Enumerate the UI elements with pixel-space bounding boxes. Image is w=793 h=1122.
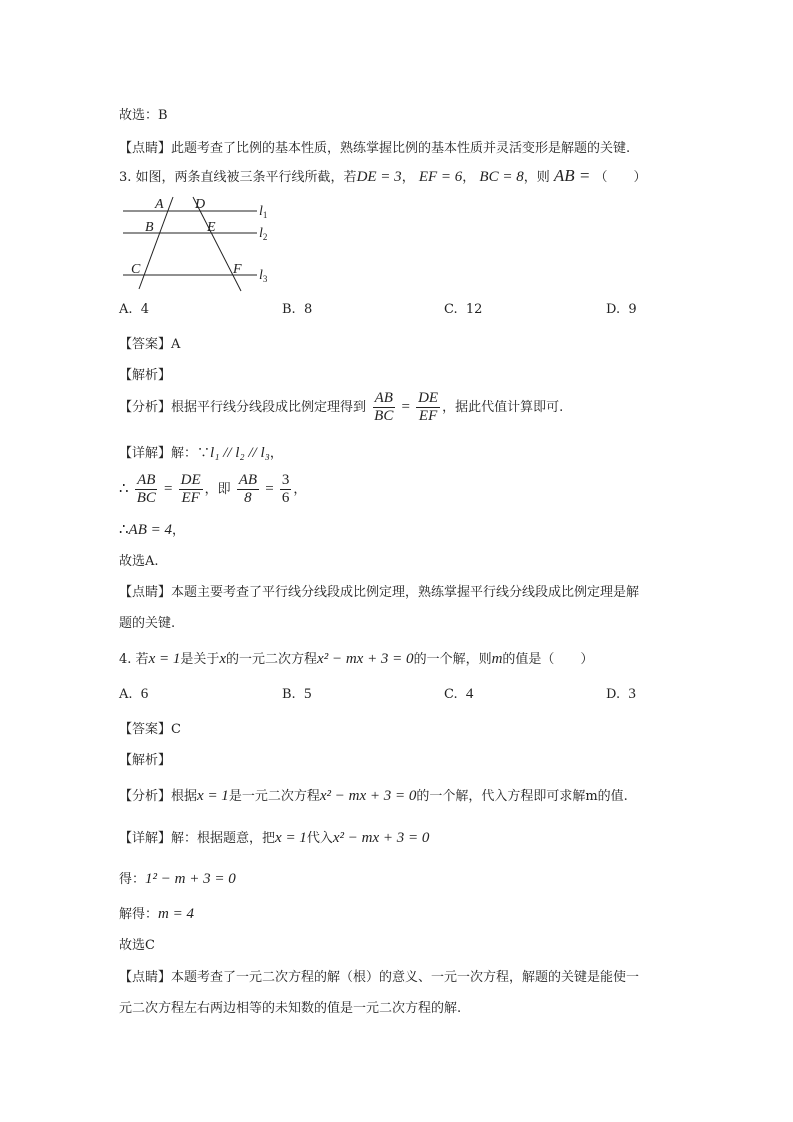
choose-line: 故选C [119, 938, 155, 953]
option-c[interactable]: C. 4 [444, 686, 474, 702]
option-d[interactable]: D. 3 [606, 686, 636, 702]
option-d[interactable]: D. 9 [606, 302, 637, 317]
point-label: E [207, 220, 216, 235]
point-label: C [131, 262, 141, 277]
fenxi-line: 【分析】根据x = 1是一元二次方程x² − mx + 3 = 0的一个解，代入方程即可求解m的值. [119, 788, 628, 804]
condition-bc: BC = 8 [479, 169, 524, 185]
comment-tag: 【点睛】 [119, 141, 172, 156]
step-line: ∴ $\frac{AB}{BC}$ = $\frac{DE}{EF}$ ，即 $\frac{AB}{8}$ = $\frac{3}{6}$ ， [119, 472, 307, 506]
choose-line: 故选A. [119, 554, 159, 569]
question-number: 3. [119, 170, 132, 185]
question-3-stem: 3. 如图，两条直线被三条平行线所截，若DE = 3， EF = 6， BC = 8，则 AB = （ ） [119, 166, 647, 185]
line-label: $l_1$ [259, 204, 268, 220]
option-b[interactable]: B. 8 [282, 302, 313, 317]
comment-line-2: 元二次方程左右两边相等的未知数的值是一元二次方程的解. [119, 1001, 462, 1016]
comment-line-2: 题的关键. [119, 616, 176, 631]
detail-line: 【详解】解：根据题意，把x = 1代入x² − mx + 3 = 0 [119, 830, 430, 846]
prev-answer-line: 故选：B [119, 108, 168, 123]
analysis-tag: 【解析】 [119, 368, 172, 383]
result-line: ∴AB = 4， [119, 522, 186, 538]
ask-ab: AB = [553, 166, 591, 185]
answer-line: 【答案】A [119, 337, 181, 352]
option-a[interactable]: A. 6 [119, 686, 149, 702]
point-label: D [195, 197, 206, 212]
answer-line: 【答案】C [119, 722, 181, 737]
option-a[interactable]: A. 4 [119, 302, 150, 317]
stem-text: 如图，两条直线被三条平行线所截，若 [135, 170, 357, 185]
comment-line-1: 【点睛】本题考查了一元二次方程的解（根）的意义、一元一次方程，解题的关键是能使一 [119, 970, 640, 985]
point-label: B [145, 220, 154, 235]
ask-text: ，则 [523, 170, 550, 185]
get-line: 得：1² − m + 3 = 0 [119, 871, 236, 887]
comment-text: 此题考查了比例的基本性质，熟练掌握比例的基本性质并灵活变形是解题的关键. [171, 141, 631, 156]
option-b[interactable]: B. 5 [282, 686, 312, 702]
comment-line-1: 【点睛】本题主要考查了平行线分线段成比例定理，熟练掌握平行线分线段成比例定理是解 [119, 585, 640, 600]
analysis-tag: 【解析】 [119, 753, 172, 768]
line-label: $l_2$ [259, 226, 268, 242]
point-label: F [233, 262, 242, 277]
parallel-lines-figure [119, 193, 279, 293]
option-c[interactable]: C. 12 [444, 302, 483, 317]
prev-comment [119, 137, 630, 156]
fenxi-line: 【分析】根据平行线分线段成比例定理得到 $\frac{AB}{BC}$ = $\frac{DE}{EF}$ ，据此代值计算即可. [119, 390, 564, 424]
question-4-stem: 4. 若x = 1是关于x的一元二次方程x² − mx + 3 = 0的一个解，则m的值是（ ） [119, 651, 594, 667]
detail-line: 【详解】解：∵l₁ // l₂ // l₃， [119, 445, 283, 461]
condition-de: DE = 3 [356, 169, 402, 185]
solve-line: 解得：m = 4 [119, 906, 194, 922]
condition-ef: EF = 6 [418, 169, 463, 185]
line-label: $l_3$ [259, 268, 268, 284]
answer-blank: （ ） [594, 170, 647, 185]
point-label: A [155, 197, 164, 212]
